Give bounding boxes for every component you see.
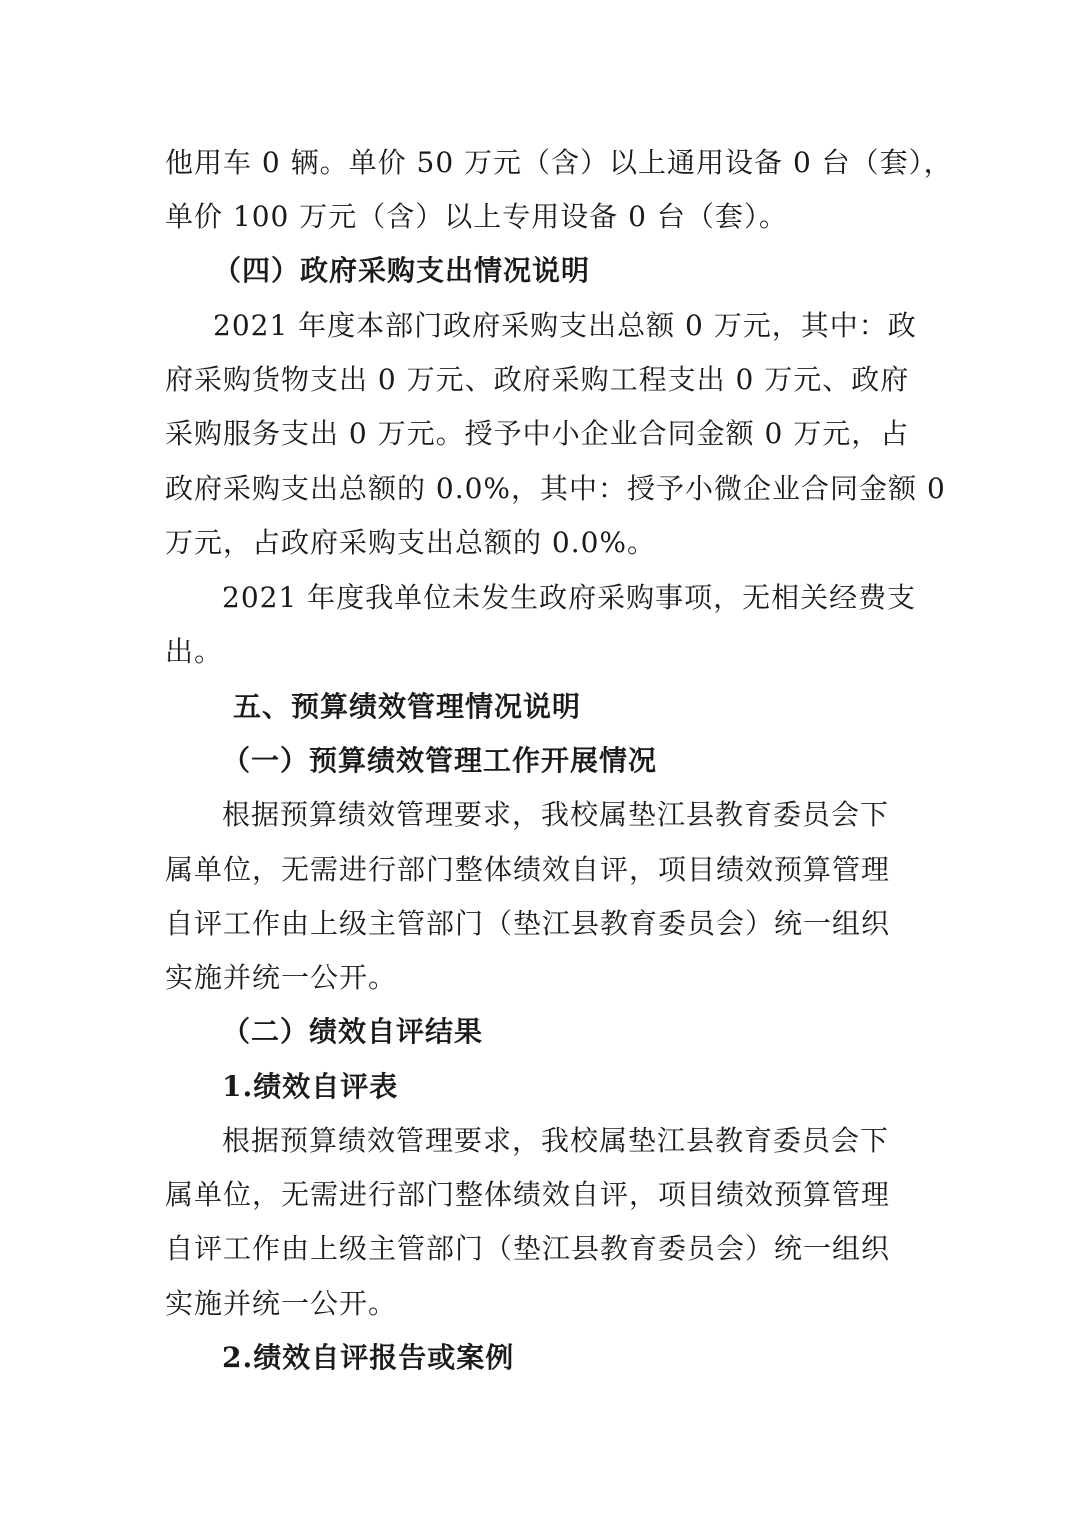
paragraph-line: 自评工作由上级主管部门（垫江县教育委员会）统一组织 xyxy=(165,1232,891,1265)
section-heading: （一）预算绩效管理工作开展情况 xyxy=(222,744,658,777)
paragraph-line: 采购服务支出 0 万元。授予中小企业合同金额 0 万元，占 xyxy=(165,417,910,450)
paragraph-line: 实施并统一公开。 xyxy=(165,961,398,994)
paragraph-line: 府采购货物支出 0 万元、政府采购工程支出 0 万元、政府 xyxy=(165,363,910,396)
subsection-heading: 1.绩效自评表 xyxy=(222,1070,399,1103)
paragraph-line: 属单位，无需进行部门整体绩效自评，项目绩效预算管理 xyxy=(165,1178,891,1211)
paragraph-line: 2021 年度本部门政府采购支出总额 0 万元，其中：政 xyxy=(213,309,917,342)
paragraph-line: 万元，占政府采购支出总额的 0.0%。 xyxy=(165,526,657,559)
paragraph-line: 自评工作由上级主管部门（垫江县教育委员会）统一组织 xyxy=(165,907,891,940)
chapter-heading: 五、预算绩效管理情况说明 xyxy=(233,690,582,723)
paragraph-line: 根据预算绩效管理要求，我校属垫江县教育委员会下 xyxy=(222,1124,890,1157)
paragraph-line: 他用车 0 辆。单价 50 万元（含）以上通用设备 0 台（套）， xyxy=(165,146,953,179)
paragraph-line: 2021 年度我单位未发生政府采购事项，无相关经费支 xyxy=(222,581,917,614)
paragraph-line: 政府采购支出总额的 0.0%，其中：授予小微企业合同金额 0 xyxy=(165,472,946,505)
subsection-heading: 2.绩效自评报告或案例 xyxy=(222,1341,515,1374)
paragraph-line: 属单位，无需进行部门整体绩效自评，项目绩效预算管理 xyxy=(165,853,891,886)
section-heading: （二）绩效自评结果 xyxy=(222,1015,484,1048)
paragraph-line: 根据预算绩效管理要求，我校属垫江县教育委员会下 xyxy=(222,798,890,831)
section-heading: （四）政府采购支出情况说明 xyxy=(213,254,591,287)
paragraph-line: 出。 xyxy=(165,635,224,668)
paragraph-line: 单价 100 万元（含）以上专用设备 0 台（套）。 xyxy=(165,200,788,233)
paragraph-line: 实施并统一公开。 xyxy=(165,1287,398,1320)
